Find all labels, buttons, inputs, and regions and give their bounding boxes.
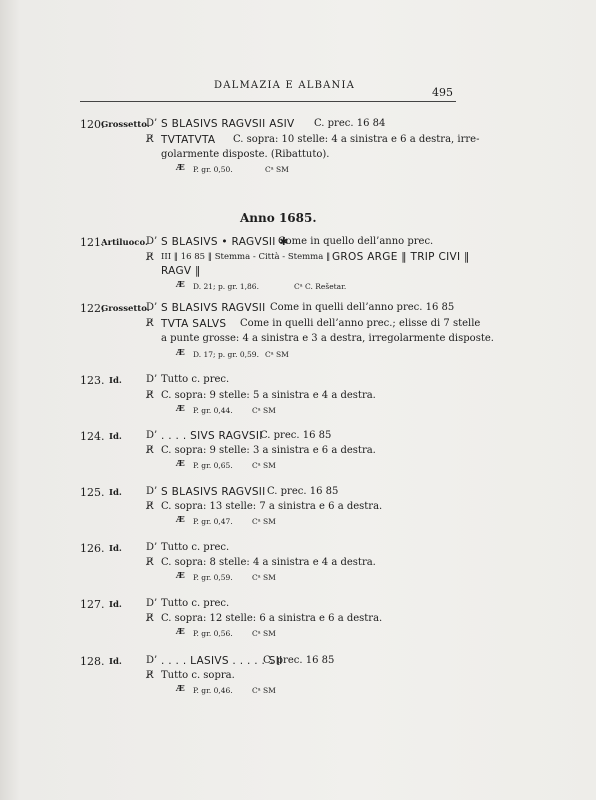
reverse-description: C. sopra: 12 stelle: 6 a sinistra e 6 a destra. — [161, 613, 383, 624]
collection-info: Cᵃ SM — [252, 406, 276, 415]
obverse-mark: D’ — [146, 486, 158, 497]
page-number: 495 — [432, 86, 453, 99]
obverse-description: Tutto c. prec. — [161, 542, 230, 553]
obverse-mark: D’ — [146, 302, 158, 313]
obverse-description: C. prec. 16 84 — [314, 118, 386, 129]
collection-info: Cᵃ SM — [252, 629, 276, 638]
metal-symbol: Æ — [176, 515, 185, 525]
reverse-mark: R̸ — [146, 670, 154, 681]
reverse-legend: TVTATVTA — [161, 134, 216, 146]
obverse-description: Tutto c. prec. — [161, 598, 230, 609]
header-rule — [80, 101, 456, 102]
running-title: DALMAZIA E ALBANIA — [214, 80, 356, 91]
obverse-mark: D’ — [146, 655, 158, 666]
obverse-description: Come in quello dell’anno prec. — [278, 236, 434, 247]
entry-denomination: Grossetto. — [101, 304, 150, 314]
metal-symbol: Æ — [176, 684, 185, 694]
weight-info: P. gr. 0,44. — [193, 406, 233, 415]
collection-info: Cᵃ SM — [252, 573, 276, 582]
collection-info: Cᵃ SM — [252, 686, 276, 695]
obverse-description: Tutto c. prec. — [161, 374, 230, 385]
obverse-mark: D’ — [146, 118, 158, 129]
metal-symbol: Æ — [176, 348, 185, 358]
reverse-mark: R̸ — [146, 557, 154, 568]
entry-number: 122. — [80, 302, 105, 315]
entry-denomination: Artiluoco. — [101, 238, 148, 248]
weight-info: P. gr. 0,59. — [193, 573, 233, 582]
reverse-description: C. sopra: 8 stelle: 4 a sinistra e 4 a destra. — [161, 557, 376, 568]
reverse-mark: R̸ — [146, 318, 154, 329]
reverse-legend: TVTA SALVS — [161, 318, 227, 330]
metal-symbol: Æ — [176, 459, 185, 469]
metal-symbol: Æ — [176, 627, 185, 637]
entry-denomination: Id. — [109, 488, 122, 498]
reverse-mark: R̸ — [146, 252, 154, 263]
obverse-mark: D’ — [146, 430, 158, 441]
metal-symbol: Æ — [176, 280, 185, 290]
obverse-mark: D’ — [146, 542, 158, 553]
weight-info: D. 17; p. gr. 0,59. — [193, 350, 259, 359]
obverse-legend: S BLASIVS RAGVSII — [161, 486, 266, 498]
entry-number: 125. — [80, 486, 105, 499]
reverse-description: III ‖ 16 85 ‖ Stemma - Città - Stemma ‖ — [161, 252, 331, 262]
obverse-mark: D’ — [146, 374, 158, 385]
weight-info: P. gr. 0,65. — [193, 461, 233, 470]
entry-number: 126. — [80, 542, 105, 555]
year-heading: Anno 1685. — [240, 211, 317, 225]
reverse-mark: R̸ — [146, 134, 154, 145]
entry-denomination: Id. — [109, 376, 122, 386]
entry-denomination: Id. — [109, 432, 122, 442]
reverse-legend: GROS ARGE ‖ TRIP CIVI ‖ — [332, 251, 470, 263]
entry-number: 127. — [80, 598, 105, 611]
collection-info: Cᵃ C. Rešetar. — [294, 282, 347, 291]
collection-info: Cᵃ SM — [252, 517, 276, 526]
reverse-legend-cont: RAGV ‖ — [161, 265, 201, 277]
entry-number: 120. — [80, 118, 105, 131]
metal-symbol: Æ — [176, 571, 185, 581]
reverse-description: C. sopra: 10 stelle: 4 a sinistra e 6 a destra, irre- — [233, 134, 480, 145]
reverse-description: C. sopra: 9 stelle: 5 a sinistra e 4 a destra. — [161, 390, 376, 401]
reverse-description-cont: golarmente disposte. (Ribattuto). — [161, 149, 330, 160]
reverse-mark: R̸ — [146, 445, 154, 456]
entry-number: 128. — [80, 655, 105, 668]
obverse-legend: S BLASIVS • RAGVSII ✱ — [161, 236, 289, 248]
reverse-description: C. sopra: 9 stelle: 3 a sinistra e 6 a destra. — [161, 445, 376, 456]
reverse-mark: R̸ — [146, 501, 154, 512]
entry-denomination: Id. — [109, 600, 122, 610]
reverse-mark: R̸ — [146, 390, 154, 401]
reverse-mark: R̸ — [146, 613, 154, 624]
entry-denomination: Grossetto. — [101, 120, 150, 130]
collection-info: Cᵃ SM — [252, 461, 276, 470]
metal-symbol: Æ — [176, 404, 185, 414]
obverse-legend: S BLASIVS RAGVSII — [161, 302, 266, 314]
obverse-description: Come in quelli dell’anno prec. 16 85 — [270, 302, 455, 313]
collection-info: Cᵃ SM — [265, 350, 289, 359]
obverse-description: C. prec. 16 85 — [260, 430, 332, 441]
weight-info: P. gr. 0,56. — [193, 629, 233, 638]
weight-info: P. gr. 0,50. — [193, 165, 233, 174]
entry-number: 123. — [80, 374, 105, 387]
entry-denomination: Id. — [109, 657, 122, 667]
obverse-legend: . . . . LASIVS . . . . . SII — [161, 655, 283, 667]
weight-info: P. gr. 0,47. — [193, 517, 233, 526]
reverse-description: Come in quelli dell’anno prec.; elisse di 7 stelle — [240, 318, 481, 329]
obverse-mark: D’ — [146, 598, 158, 609]
obverse-legend: S BLASIVS RAGVSII ASIV — [161, 118, 295, 130]
obverse-description: C. prec. 16 85 — [263, 655, 335, 666]
entry-denomination: Id. — [109, 544, 122, 554]
metal-symbol: Æ — [176, 163, 185, 173]
reverse-description: Tutto c. sopra. — [161, 670, 235, 681]
reverse-description: C. sopra: 13 stelle: 7 a sinistra e 6 a destra. — [161, 501, 383, 512]
weight-info: P. gr. 0,46. — [193, 686, 233, 695]
obverse-legend: . . . . SIVS RAGVSII — [161, 430, 263, 442]
obverse-description: C. prec. 16 85 — [267, 486, 339, 497]
weight-info: D. 21; p. gr. 1,86. — [193, 282, 259, 291]
entry-number: 124. — [80, 430, 105, 443]
obverse-mark: D’ — [146, 236, 158, 247]
collection-info: Cᵃ SM — [265, 165, 289, 174]
reverse-description-cont: a punte grosse: 4 a sinistra e 3 a destra, irregolarmente disposte. — [161, 333, 494, 344]
entry-number: 121. — [80, 236, 105, 249]
